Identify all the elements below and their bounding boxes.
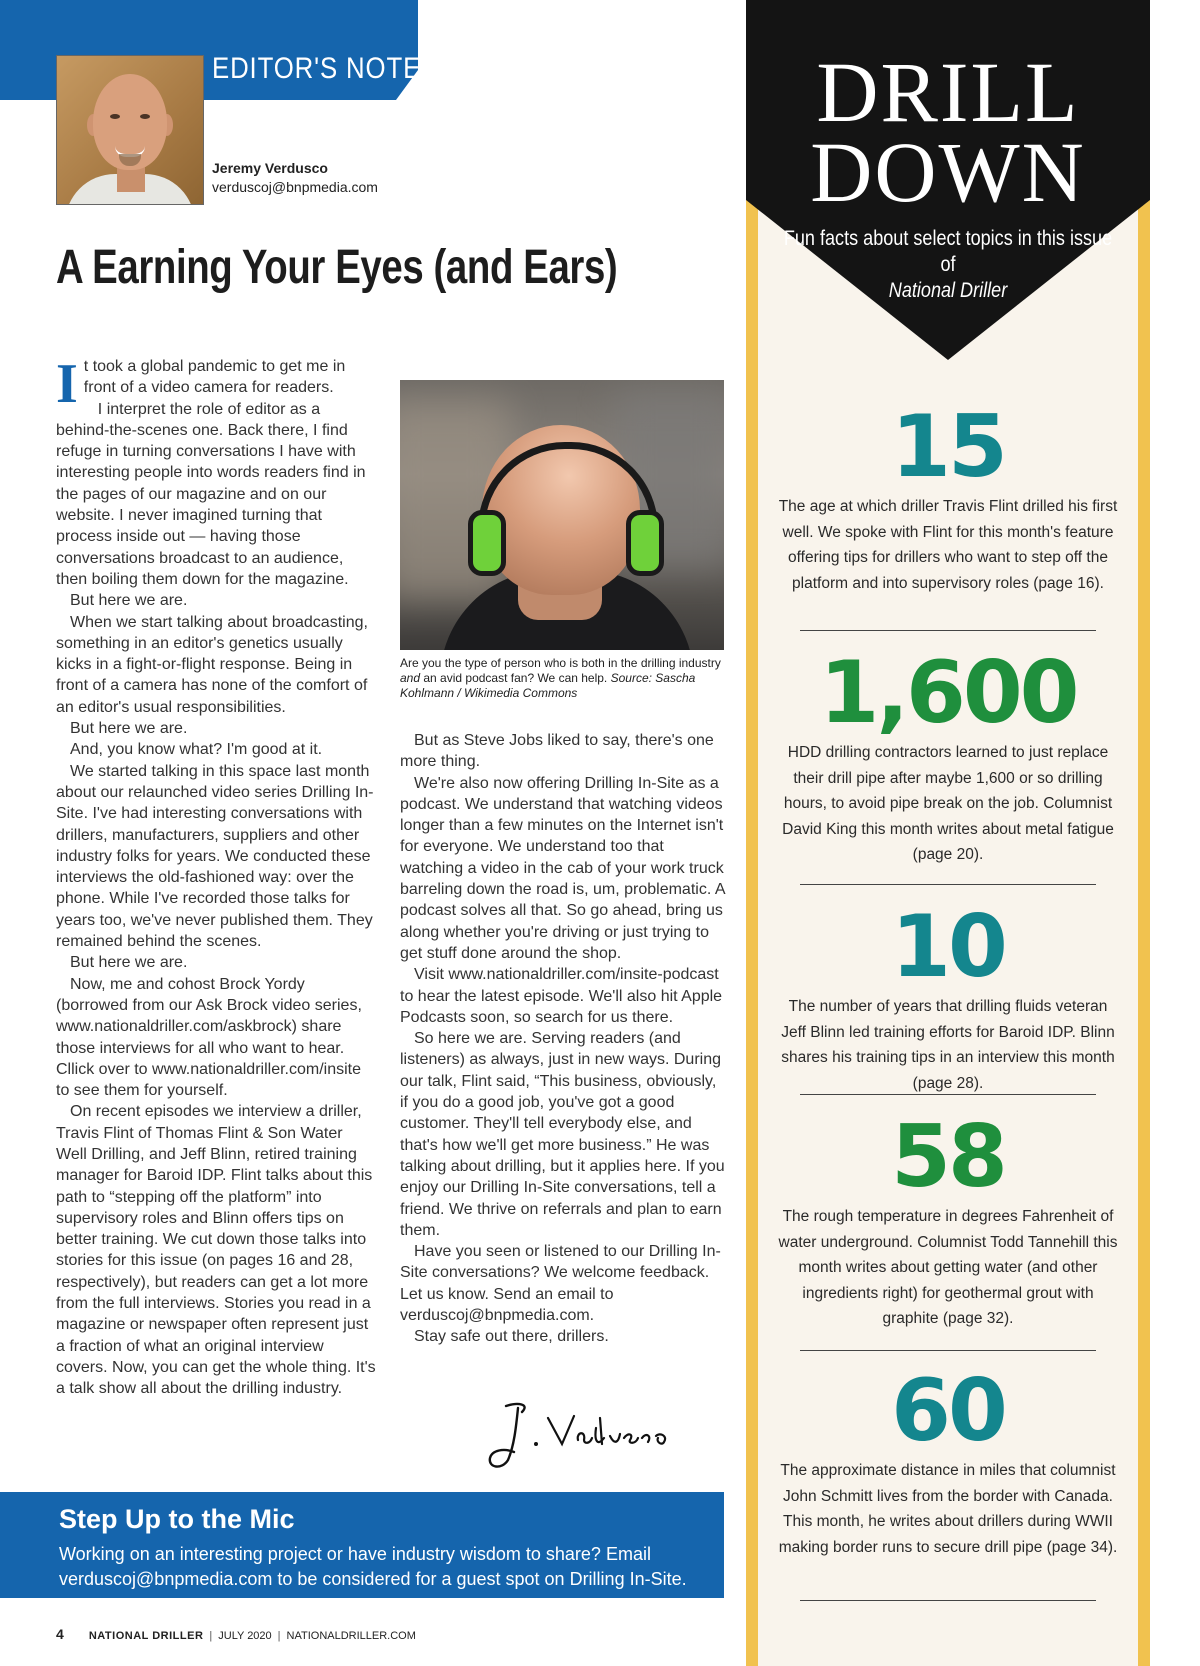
- page-number: 4: [56, 1626, 64, 1642]
- fact-text: HDD drilling contractors learned to just replace their drill pipe after maybe 1,600 or so drilling hours, to avoid pipe break on the job. Columnist David King this month writes about metal fatigue (page 20).: [782, 744, 1114, 863]
- author-email[interactable]: verduscoj@bnpmedia.com: [212, 179, 378, 195]
- photo-caption: Are you the type of person who is both in the drilling industry and an avid podcast fan? We can help. Source: Sascha Kohlmann / Wikimedia Commons: [400, 656, 721, 700]
- paragraph: So here we are. Serving readers (and listeners) as always, just in new ways. During our talk, Flint said, “This business, obviously, if you do a good job, you've got a good customer. They'll tell everybody else, and that's how we'll get more business.” He was talking about drilling, but it applies here. If you enjoy our Drilling In-Site conversations, tell a friend. We thrive on referrals and plan to earn them.: [400, 1030, 725, 1239]
- mic-box-text: Working on an interesting project or have industry wisdom to share? Email verduscoj@bnpmedia.com to be considered for a guest spot on Drilling In-Site.: [59, 1544, 687, 1589]
- sidebar-title: DRILL DOWN: [810, 44, 1086, 220]
- footer-date: JULY 2020: [218, 1630, 272, 1642]
- fact-text: The approximate distance in miles that columnist John Schmitt lives from the border with Canada. This month, he writes about drillers during WWII making border runs to secure drill pipe (page 34).: [778, 1462, 1118, 1556]
- fact-divider: [800, 1094, 1096, 1095]
- paragraph: But here we are.: [70, 720, 188, 738]
- footer-magazine: NATIONAL DRILLER: [88, 1630, 204, 1642]
- author-name: Jeremy Verdusco: [212, 160, 328, 176]
- fact-number: 1,600: [819, 643, 1077, 743]
- fact-text: The rough temperature in degrees Fahrenheit of water underground. Columnist Todd Tannehill this month writes about getting water (and other ingredients right) for geothermal grout with graphite (page 32).: [778, 1208, 1118, 1327]
- podcast-listener-photo: [400, 380, 724, 650]
- editor-signature: [478, 1398, 698, 1474]
- paragraph: And, you know what? I'm good at it.: [70, 741, 323, 759]
- paragraph: We're also now offering Drilling In-Site as a podcast. We understand that watching videos longer than a few minutes on the Internet isn't for everyone. We understand too that watching a video in the cab of your work truck barreling down the road is, um, problematic. A podcast solves all that. So go ahead, bring us along whether you're driving or just trying to get stuff done around the shop.: [400, 774, 725, 962]
- fact-item: [778, 1361, 1118, 1560]
- mic-box-title: Step Up to the Mic: [59, 1504, 295, 1534]
- article-column-2: [400, 730, 725, 1348]
- author-photo: [56, 55, 204, 205]
- fact-number: 58: [891, 1107, 1005, 1207]
- fact-number: 60: [891, 1361, 1005, 1461]
- paragraph: I interpret the role of editor as a behind-the-scenes one. Back there, I find refuge in turning conversations I have with interesting people into words readers find in the pages of our magazine and on our website. I never imagined turning that process inside out — having those conversations broadcast to an audience, then boiling them down for the magazine.: [56, 400, 366, 588]
- paragraph: Now, me and cohost Brock Yordy (borrowed from our Ask Brock video series, www.nationaldriller.com/askbrock) share those interviews for all who want to hear. Cllick over to www.nationaldriller.com/insite to see them for yourself.: [56, 975, 362, 1100]
- paragraph: On recent episodes we interview a driller, Travis Flint of Thomas Flint & Son Water Well Drilling, and Jeff Blinn, retired training manager for Baroid IDP. Flint talks about this path to “stepping off the platform” into supervisory roles and Blinn offers tips on better training. We cut down those talks into stories for this issue (on pages 16 and 28, respectively), but readers can get a lot more from the full interviews. Stories you read in a magazine or newspaper often represent just a fraction of what an original interview covers. Now, you can get the whole thing. It's a talk show all about the drilling industry.: [56, 1103, 376, 1398]
- paragraph: But here we are.: [70, 592, 188, 610]
- paragraph: Visit www.nationaldriller.com/insite-podcast to hear the latest episode. We'll also hit Apple Podcasts soon, so search for us there.: [400, 966, 723, 1026]
- fact-number: 15: [891, 397, 1005, 497]
- fact-item: [778, 897, 1118, 1096]
- page-footer: 4 NATIONAL DRILLER | JULY 2020 | NATIONALDRILLER.COM: [56, 1626, 416, 1642]
- fact-divider: [800, 630, 1096, 631]
- fact-divider: [800, 884, 1096, 885]
- step-up-to-the-mic-box: [0, 1492, 724, 1598]
- article-column-1: [56, 353, 376, 1400]
- fact-number: 10: [891, 897, 1005, 997]
- fact-divider: [800, 1600, 1096, 1601]
- fact-item: [778, 397, 1118, 596]
- paragraph: Have you seen or listened to our Drilling In-Site conversations? We welcome feedback. Let us know. Send an email to verduscoj@bnpmedia.com.: [400, 1243, 721, 1325]
- paragraph: We started talking in this space last month about our relaunched video series Drilling In-Site. I've had interesting conversations with drillers, manufacturers, suppliers and other industry folks for years. We conducted these interviews the old-fashioned way: over the phone. While I've recorded those talks for years too, we've never published them. They remained behind the scenes.: [56, 762, 374, 951]
- fact-divider: [800, 1350, 1096, 1351]
- fact-item: [778, 1107, 1118, 1332]
- paragraph: Stay safe out there, drillers.: [414, 1328, 609, 1346]
- fact-text: The number of years that drilling fluids veteran Jeff Blinn led training efforts for Baroid IDP. Blinn shares his training tips in an interview this month (page 28).: [781, 998, 1115, 1092]
- paragraph: But here we are.: [70, 954, 188, 972]
- drop-cap: I: [56, 353, 78, 415]
- fact-item: [778, 643, 1118, 868]
- paragraph: It took a global pandemic to get me in front of a video camera for readers.: [56, 353, 346, 415]
- fact-text: The age at which driller Travis Flint drilled his first well. We spoke with Flint for this month's feature offering tips for drillers who want to step off the platform and into supervisory roles (page 16).: [778, 498, 1118, 592]
- paragraph: But as Steve Jobs liked to say, there's one more thing.: [400, 732, 714, 771]
- article-headline: A Earning Your Eyes (and Ears): [56, 241, 618, 294]
- paragraph: When we start talking about broadcasting, something in an editor's genetics usually kicks in a fight-or-flight response. Being in front of a camera has none of the comfort of an editor's usual responsibilities.: [56, 613, 368, 716]
- section-label: EDITOR'S NOTES: [212, 52, 440, 85]
- sidebar-subtitle: Fun facts about select topics in this issue of National Driller: [783, 227, 1113, 302]
- footer-site[interactable]: NATIONALDRILLER.COM: [286, 1630, 416, 1642]
